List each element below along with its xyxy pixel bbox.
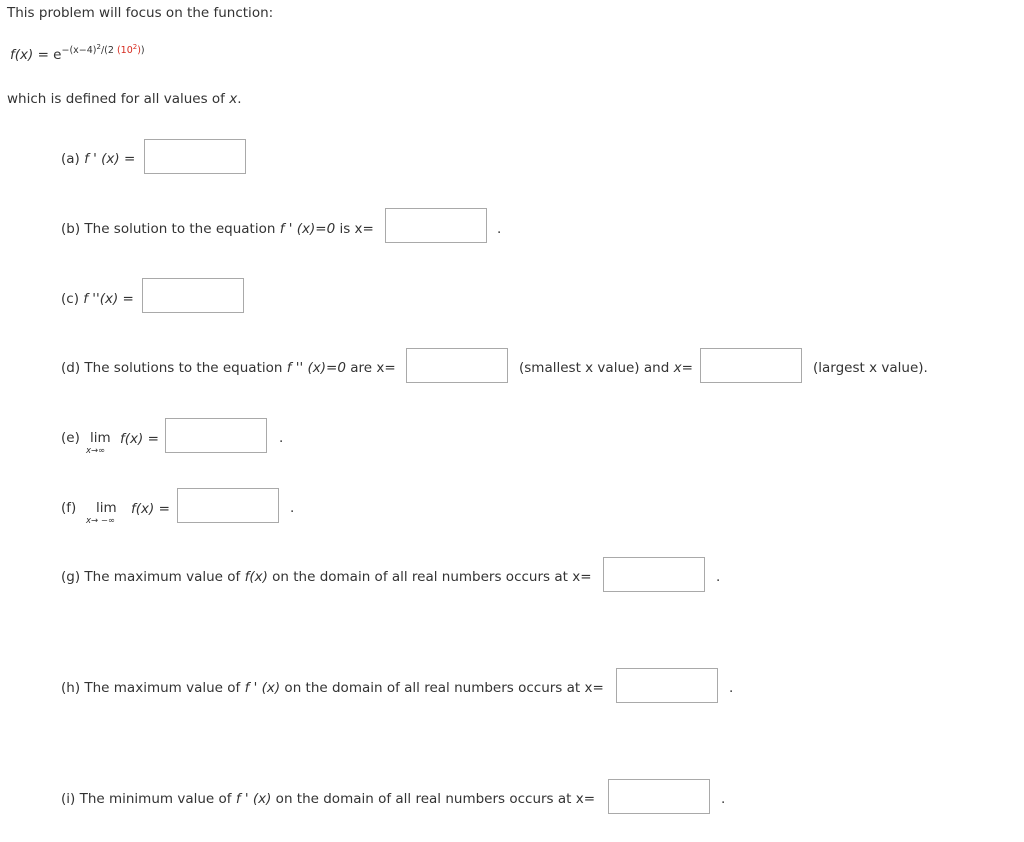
part-b-period: . [497, 221, 502, 237]
part-h-period: . [729, 680, 734, 696]
part-i-period: . [721, 791, 726, 807]
part-d-label: (d) The solutions to the equation f '' (x)=0 are x= [61, 360, 396, 376]
part-e-lim-subscript: x→∞ [86, 446, 106, 456]
part-i-label: (i) The minimum value of f ' (x) on the domain of all real numbers occurs at x= [61, 791, 596, 807]
part-b-answer-input[interactable] [385, 208, 487, 243]
part-i-answer-input[interactable] [608, 779, 710, 814]
part-d-largest-input[interactable] [700, 348, 802, 383]
part-d-middle-text: (smallest x value) and x= [519, 360, 693, 376]
function-definition [10, 43, 145, 63]
part-f-prefix: (f) [61, 500, 77, 516]
part-e-fn: f(x) = [120, 431, 159, 447]
part-f-fn: f(x) = [131, 501, 170, 517]
part-e-period: . [279, 430, 284, 446]
exponent-parameter: $(10^2)$ [116, 43, 141, 56]
part-e-prefix: (e) [61, 430, 80, 446]
part-e-answer-input[interactable] [165, 418, 267, 453]
intro-text: This problem will focus on the function: [7, 5, 274, 21]
part-g-label: (g) The maximum value of f(x) on the domain of all real numbers occurs at x= [61, 569, 592, 585]
part-h-label: (h) The maximum value of f ' (x) on the domain of all real numbers occurs at x= [61, 680, 604, 696]
part-c-label: (c) f ''(x) = [61, 291, 134, 307]
part-b-label: (b) The solution to the equation f ' (x)=0 is x= [61, 221, 374, 237]
part-f-lim: lim [96, 500, 117, 516]
part-f-answer-input[interactable] [177, 488, 279, 523]
part-g-answer-input[interactable] [603, 557, 705, 592]
part-d-smallest-input[interactable] [406, 348, 508, 383]
part-e-lim: lim [90, 430, 111, 446]
function-exponent: −(x−4)2/(2 (102)) [61, 43, 145, 56]
part-f-period: . [290, 500, 295, 516]
part-c-answer-input[interactable] [142, 278, 244, 313]
function-equals: = e [33, 47, 62, 63]
part-a-answer-input[interactable] [144, 139, 246, 174]
part-h-answer-input[interactable] [616, 668, 718, 703]
part-f-lim-subscript: x→ −∞ [86, 516, 116, 526]
function-name: f(x) [10, 47, 34, 63]
domain-text: which is defined for all values of x. [7, 91, 242, 107]
part-d-end-text: (largest x value). [813, 360, 928, 376]
part-g-period: . [716, 569, 721, 585]
part-a-label: (a) f ' (x) = [61, 151, 136, 167]
